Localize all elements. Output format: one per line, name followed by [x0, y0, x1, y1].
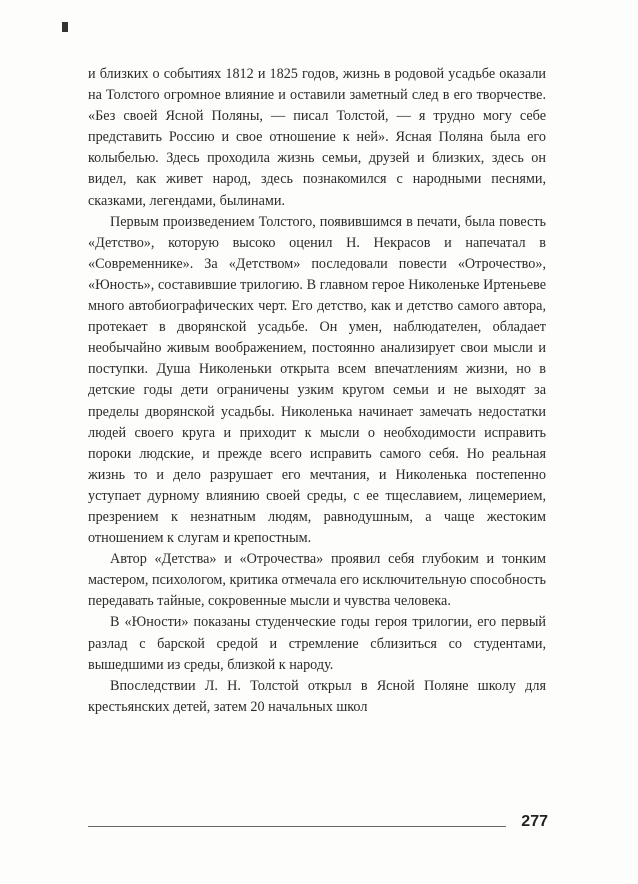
paragraph-3: Автор «Детства» и «Отрочества» проявил себя глубоким и тонким мастером, психологом, критика отмечала его исключительную способность передавать тайные, сокровенные мысли и чувства человека.: [88, 551, 546, 610]
paragraph-2: Первым произведением Толстого, появившимся в печати, была повесть «Детство», которую высоко оценил Н. Некрасов и напечатал в «Современнике». За «Детством» последовали повести «Отрочество», «Юность», составившие трилогию. В главном герое Николеньке Иртеньеве много автобиографических черт. Его детство, как и детство самого автора, протекает в дворянской усадьбе. Он умен, наблюдателен, обладает необычайно живым воображением, постоянно анализирует свои мысли и поступки. Душа Николеньки открыта всем впечатлениям жизни, но в детские годы дети ограничены узким кругом семьи и не выходят за пределы дворянской усадьбы. Николенька начинает замечать недостатки людей своего круга и приходит к мысли о необходимости исправить пороки людские, и прежде всего исправить самого себя. Но реальная жизнь то и дело разрушает его мечтания, и Николенька постепенно уступает дурному влиянию своей среды, с ее тщеславием, лицемерием, презрением к незнатным людям, равнодушным, а чаще жестоким отношением к слугам и крепостным.: [88, 213, 546, 547]
paragraph-4: В «Юности» показаны студенческие годы героя трилогии, его первый разлад с барской средой и стремление сблизиться со студентами, вышедшими из среды, близкой к народу.: [88, 614, 546, 673]
scan-corner-mark: [62, 22, 68, 32]
page-number: 277: [521, 813, 548, 830]
paragraph-1: и близких о событиях 1812 и 1825 годов, жизнь в родовой усадьбе оказали на Толстого огромное влияние и оставили заметный след в его творчестве. «Без своей Ясной Поляны, — писал Толстой, — я трудно могу себе представить Россию и свое отношение к ней». Ясная Поляна была его колыбелью. Здесь проходила жизнь семьи, друзей и близких, здесь он видел, как живет народ, здесь познакомился с народными песнями, сказками, легендами, былинами.: [88, 66, 546, 209]
body-text: [88, 64, 546, 718]
paragraph-5: Впоследствии Л. Н. Толстой открыл в Ясной Поляне школу для крестьянских детей, затем 20 начальных школ: [88, 677, 546, 715]
footer-divider: [88, 826, 506, 827]
